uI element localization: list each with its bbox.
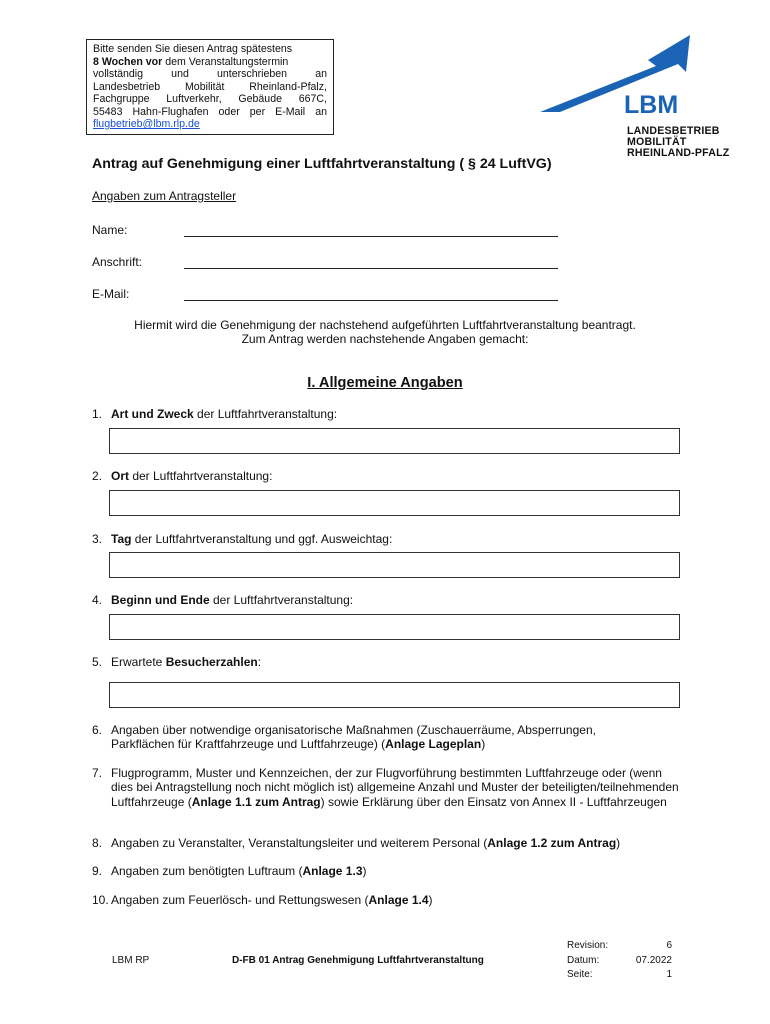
- list-item-lageplan: [92, 723, 652, 752]
- footer-revision-value: 6: [666, 940, 672, 951]
- tag-input-box[interactable]: [109, 552, 680, 578]
- question-text-post: :: [257, 655, 262, 669]
- section-heading-text: I. Allgemeine Angaben: [307, 375, 463, 391]
- list-item-text-pre: Angaben zum benötigten Luftraum (: [111, 864, 303, 878]
- logo-line: MOBILITÄT: [627, 136, 687, 148]
- notice-line: Bitte senden Sie diesen Antrag spätestens: [93, 43, 293, 55]
- footer-page-label: Seite:: [567, 969, 593, 980]
- address-label: Anschrift:: [92, 255, 143, 269]
- question-text-bold: Tag: [111, 532, 132, 546]
- logo-line: LANDESBETRIEB: [627, 125, 720, 137]
- question-text-post: der Luftfahrtveranstaltung und ggf. Ausweichtag:: [131, 532, 393, 546]
- list-item-number: 9.: [92, 864, 103, 878]
- notice-line: Fachgruppe Luftverkehr, Gebäude 667C,: [93, 93, 327, 105]
- question-ort: [92, 469, 272, 484]
- list-item-number: 6.: [92, 723, 103, 737]
- list-item-text-post: ): [481, 737, 486, 752]
- list-item-text: [92, 836, 682, 850]
- list-item-text-post: ) sowie Erklärung über den Einsatz von Annex II - Luftfahrzeugen: [320, 794, 667, 809]
- intro-line: Hiermit wird die Genehmigung der nachstehend aufgeführten Luftfahrtveranstaltung beantragt.: [134, 318, 636, 332]
- applicant-heading: Angaben zum Antragsteller: [92, 189, 237, 203]
- question-text-bold: Ort: [111, 469, 129, 483]
- list-item-veranstalter: [92, 836, 682, 850]
- question-art-zweck: [92, 407, 337, 422]
- list-item-flugprogramm: [92, 766, 682, 809]
- list-item-number: 8.: [92, 836, 103, 850]
- notice-deadline: 8 Wochen vor: [93, 55, 163, 68]
- list-item-text: [92, 766, 682, 809]
- list-item-text-bold: Anlage 1.1 zum Antrag: [191, 794, 321, 809]
- footer-date-label: Datum:: [567, 955, 600, 966]
- question-number: 2.: [92, 469, 103, 483]
- question-number: 3.: [92, 532, 103, 546]
- address-input-line[interactable]: [184, 268, 558, 269]
- question-text-post: der Luftfahrtveranstaltung:: [129, 469, 273, 483]
- name-label: Name:: [92, 223, 128, 237]
- notice-line: 55483 Hahn-Flughafen oder per E-Mail an: [93, 105, 327, 118]
- footer-organization: LBM RP: [112, 955, 150, 966]
- logo-wordmark: [627, 126, 729, 159]
- question-text-bold: Beginn und Ende: [111, 593, 210, 607]
- list-item-luftraum: [92, 864, 682, 878]
- list-item-feuerloesch: [92, 893, 682, 907]
- question-text-post: der Luftfahrtveranstaltung:: [209, 593, 354, 607]
- list-item-text-pre: Angaben über notwendige organisatorische Maßnahmen (Zuschauerräume, Absperrungen, Parkflächen für Kraftfahrzeuge und Luftfahrzeuge) (: [111, 723, 596, 752]
- document-title: Antrag auf Genehmigung einer Luftfahrtveranstaltung ( § 24 LuftVG): [92, 156, 552, 172]
- list-item-text-bold: Anlage 1.2 zum Antrag: [487, 836, 617, 850]
- list-item-text-bold: Anlage Lageplan: [385, 737, 482, 752]
- name-input-line[interactable]: [184, 236, 558, 237]
- question-beginn-ende: [92, 593, 353, 608]
- question-number: 5.: [92, 655, 103, 669]
- list-item-text-pre: Flugprogramm, Muster und Kennzeichen, der zur Flugvorführung bestimmten Luftfahrzeuge oder (wenn dies bei Antragstellung noch nicht möglich ist) allgemeine Anzahl und Muster der beteiligten/teilnehmenden Luftfahrzeuge (: [111, 766, 679, 809]
- question-number: 4.: [92, 593, 103, 607]
- notice-email-link[interactable]: flugbetrieb@lbm.rlp.de: [93, 118, 200, 130]
- question-besucherzahlen: [92, 655, 261, 670]
- list-item-text-bold: Anlage 1.4: [368, 893, 429, 907]
- list-item-text-pre: Angaben zu Veranstalter, Veranstaltungsleiter und weiterem Personal (: [111, 836, 488, 850]
- email-input-line[interactable]: [184, 300, 558, 301]
- logo-abbreviation: LBM: [624, 91, 679, 119]
- list-item-number: 7.: [92, 766, 103, 780]
- section-heading: [0, 375, 770, 391]
- question-text-post: der Luftfahrtveranstaltung:: [193, 407, 338, 421]
- submission-notice-box: [86, 39, 334, 135]
- list-item-text: [92, 893, 682, 907]
- notice-line: vollständig und unterschrieben an: [93, 68, 327, 80]
- list-item-text: [92, 864, 682, 878]
- question-text-bold: Art und Zweck: [111, 407, 194, 421]
- list-item-text-pre: Angaben zum Feuerlösch- und Rettungswesen (: [111, 893, 369, 907]
- footer-revision-label: Revision:: [567, 940, 609, 951]
- besucherzahlen-input-box[interactable]: [109, 682, 680, 708]
- notice-line-rest: dem Veranstaltungstermin: [162, 55, 289, 68]
- logo-line: RHEINLAND-PFALZ: [627, 147, 730, 159]
- question-text-pre: Erwartete: [111, 655, 166, 669]
- question-text-bold: Besucherzahlen: [165, 655, 258, 669]
- ort-input-box[interactable]: [109, 490, 680, 516]
- notice-line: [93, 56, 327, 69]
- footer-date-value: 07.2022: [635, 955, 672, 966]
- intro-text: [0, 318, 770, 346]
- list-item-text: [92, 723, 652, 752]
- footer-document-id: D-FB 01 Antrag Genehmigung Luftfahrtveranstaltung: [232, 955, 484, 966]
- art-zweck-input-box[interactable]: [109, 428, 680, 454]
- notice-line: Landesbetrieb Mobilität Rheinland-Pfalz,: [93, 80, 327, 93]
- question-tag: [92, 532, 392, 547]
- footer-page-value: 1: [666, 969, 672, 980]
- list-item-text-post: ): [616, 836, 621, 850]
- list-item-text-post: ): [362, 864, 367, 878]
- list-item-text-post: ): [428, 893, 433, 907]
- beginn-ende-input-box[interactable]: [109, 614, 680, 640]
- email-label: E-Mail:: [92, 287, 130, 301]
- question-number: 1.: [92, 407, 103, 421]
- list-item-number: 10.: [92, 893, 109, 907]
- list-item-text-bold: Anlage 1.3: [302, 864, 363, 878]
- intro-line: Zum Antrag werden nachstehende Angaben gemacht:: [241, 332, 529, 346]
